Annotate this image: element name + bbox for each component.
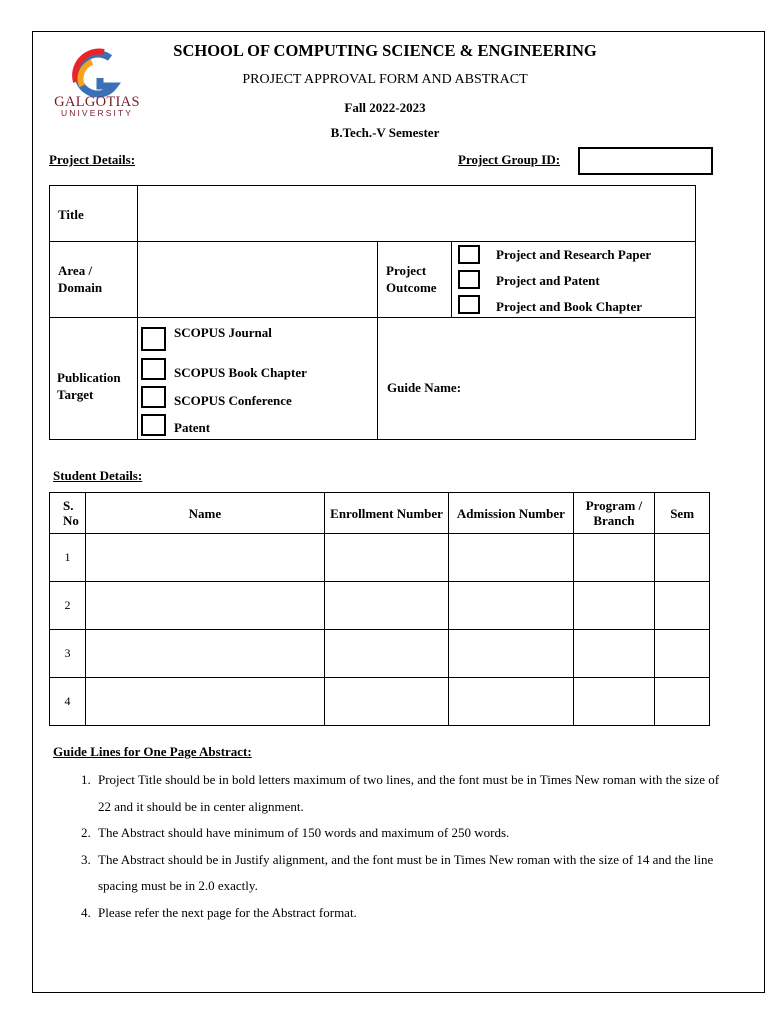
sem-cell[interactable]	[655, 582, 710, 630]
publication-option: Patent	[174, 420, 211, 435]
admission-cell[interactable]	[449, 582, 573, 630]
area-label: Area / Domain	[58, 263, 103, 295]
column-header: Name	[85, 493, 324, 534]
project-details-heading: Project Details:	[49, 152, 136, 167]
outcome-label: Project Outcome	[386, 263, 437, 295]
title-label: Title	[58, 207, 84, 222]
school-title: SCHOOL OF COMPUTING SCIENCE & ENGINEERING	[173, 41, 597, 60]
table-header-row	[50, 493, 710, 534]
guidelines-list	[60, 767, 734, 926]
publication-option: SCOPUS Conference	[174, 393, 292, 408]
student-details-table	[49, 492, 710, 726]
guidelines-heading: Guide Lines for One Page Abstract:	[53, 744, 252, 759]
row-number: 1	[50, 534, 86, 582]
guide-name-field[interactable]	[470, 318, 695, 439]
row-number: 3	[50, 630, 86, 678]
guideline-item: 3. The Abstract should be in Justify alignment, and the font must be in Times New roman with the size of 14 and the line spacing must be in 2.0 exactly.	[94, 847, 734, 900]
guide-name-label: Guide Name:	[387, 380, 462, 395]
table-row	[50, 678, 710, 726]
column-header: Admission Number	[449, 493, 573, 534]
logo-name: GALGOTIAS	[54, 94, 140, 110]
publication-checkbox[interactable]	[141, 327, 166, 351]
outcome-option: Project and Patent	[496, 273, 600, 288]
row-number: 2	[50, 582, 86, 630]
outcome-option: Project and Research Paper	[496, 247, 652, 262]
guideline-item: 1. Project Title should be in bold letters maximum of two lines, and the font must be in Times New roman with the size of 22 and it should be in center alignment.	[94, 767, 734, 820]
sem-cell[interactable]	[655, 630, 710, 678]
enrollment-cell[interactable]	[324, 534, 448, 582]
area-field[interactable]	[138, 242, 377, 317]
program-cell[interactable]	[573, 582, 655, 630]
group-id-label: Project Group ID:	[458, 152, 561, 167]
outcome-option: Project and Book Chapter	[496, 299, 643, 314]
table-col-divider	[451, 241, 452, 317]
outcome-checkbox[interactable]	[458, 295, 480, 314]
name-cell[interactable]	[85, 678, 324, 726]
table-row	[50, 534, 710, 582]
name-cell[interactable]	[85, 534, 324, 582]
outcome-checkbox[interactable]	[458, 270, 480, 289]
form-title: PROJECT APPROVAL FORM AND ABSTRACT	[242, 72, 528, 87]
table-row	[50, 630, 710, 678]
name-cell[interactable]	[85, 630, 324, 678]
program-cell[interactable]	[573, 630, 655, 678]
publication-checkbox[interactable]	[141, 358, 166, 380]
program-cell[interactable]	[573, 534, 655, 582]
column-header: Program / Branch	[573, 493, 655, 534]
group-id-field[interactable]	[578, 147, 713, 175]
outcome-checkbox[interactable]	[458, 245, 480, 264]
admission-cell[interactable]	[449, 534, 573, 582]
publication-label: Publication Target	[57, 370, 121, 402]
program-cell[interactable]	[573, 678, 655, 726]
table-row	[50, 582, 710, 630]
admission-cell[interactable]	[449, 630, 573, 678]
table-col-divider	[377, 241, 378, 440]
admission-cell[interactable]	[449, 678, 573, 726]
column-header: S. No	[50, 493, 86, 534]
sem-cell[interactable]	[655, 534, 710, 582]
column-header: Sem	[655, 493, 710, 534]
enrollment-cell[interactable]	[324, 630, 448, 678]
logo-sub: UNIVERSITY	[60, 108, 133, 118]
title-field[interactable]	[138, 186, 695, 241]
semester-label: B.Tech.-V Semester	[330, 125, 440, 140]
student-details-heading: Student Details:	[53, 468, 143, 483]
enrollment-cell[interactable]	[324, 582, 448, 630]
publication-option: SCOPUS Journal	[174, 325, 272, 340]
publication-checkbox[interactable]	[141, 386, 166, 408]
sem-cell[interactable]	[655, 678, 710, 726]
publication-checkbox[interactable]	[141, 414, 166, 436]
enrollment-cell[interactable]	[324, 678, 448, 726]
name-cell[interactable]	[85, 582, 324, 630]
guideline-item: 2. The Abstract should have minimum of 150 words and maximum of 250 words.	[94, 820, 734, 847]
row-number: 4	[50, 678, 86, 726]
column-header: Enrollment Number	[324, 493, 448, 534]
session-label: Fall 2022-2023	[344, 100, 426, 115]
publication-option: SCOPUS Book Chapter	[174, 365, 307, 380]
guideline-item: 4. Please refer the next page for the Abstract format.	[94, 900, 734, 927]
